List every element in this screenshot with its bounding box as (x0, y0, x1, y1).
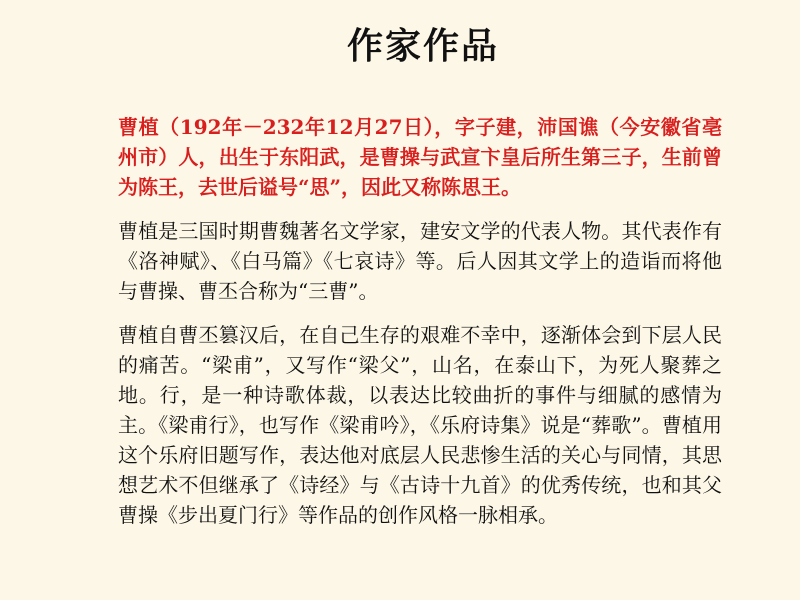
work-background-paragraph: 曹植自曹丕篡汉后，在自己生存的艰难不幸中，逐渐体会到下层人民的痛苦。“梁甫”，又写作“梁父”，山名，在泰山下，为死人聚葬之地。行，是一种诗歌体裁，以表达比较曲折的事件与细腻的感情为主。《梁甫行》，也写作《梁甫吟》，《乐府诗集》说是“葬歌”。曹植用这个乐府旧题写作，表达他对底层人民悲惨生活的关心与同情，其思想艺术不但继承了《诗经》与《古诗十九首》的优秀传统，也和其父曹操《步出夏门行》等作品的创作风格一脉相承。 (118, 323, 722, 527)
page-title: 作家作品 (346, 25, 499, 67)
author-intro-paragraph: 曹植（192年－232年12月27日），字子建，沛国谯（今安徽省亳州市）人，出生于东阳武，是曹操与武宣卞皇后所生第三子，生前曾为陈王，去世后谥号“思”，因此又称陈思王。 (118, 115, 722, 199)
literary-status-paragraph: 曹植是三国时期曹魏著名文学家，建安文学的代表人物。其代表作有《洛神赋》、《白马篇》《七哀诗》等。后人因其文学上的造诣而将他与曹操、曹丕合称为“三曹”。 (118, 219, 722, 303)
content-body (118, 112, 722, 530)
